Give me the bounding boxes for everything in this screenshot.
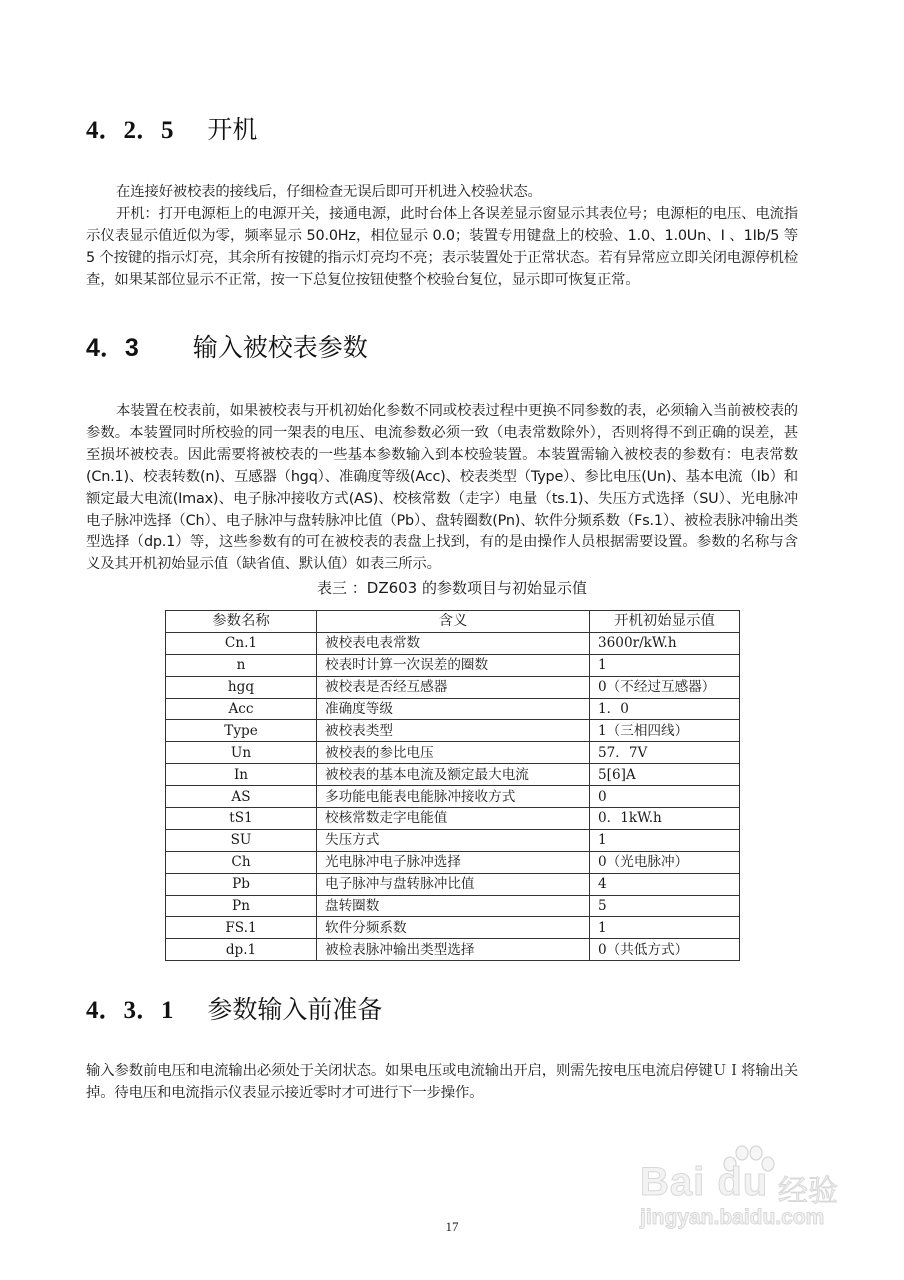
param-name: Ch	[166, 851, 317, 873]
param-meaning: 多功能电能表电能脉冲接收方式	[317, 786, 590, 808]
param-default: 1	[590, 654, 740, 676]
param-name: FS.1	[166, 917, 317, 939]
watermark-brand-cn: 经验	[778, 1174, 838, 1209]
param-meaning: 光电脉冲电子脉冲选择	[317, 851, 590, 873]
heading-title: 参数输入前准备	[207, 995, 383, 1024]
heading-title: 输入被校表参数	[192, 333, 368, 362]
heading-4-3	[86, 328, 368, 364]
param-default: 5	[590, 895, 740, 917]
param-default: 57．7V	[590, 742, 740, 764]
param-default: 4	[590, 873, 740, 895]
table-row	[166, 895, 740, 917]
param-meaning: 失压方式	[317, 829, 590, 851]
param-meaning: 被校表类型	[317, 720, 590, 742]
param-name: Cn.1	[166, 632, 317, 654]
paragraph: 输入参数前电压和电流输出必须处于关闭状态。如果电压或电流输出开启，则需先按电压电流启停键ＵＩ将输出关掉。待电压和电流指示仪表显示接近零时才可进行下一步操作。	[86, 1063, 798, 1101]
param-meaning: 软件分频系数	[317, 917, 590, 939]
table-row	[166, 720, 740, 742]
paragraph: 在连接好被校表的接线后，仔细检查无误后即可开机进入校验状态。	[116, 184, 542, 200]
param-name: SU	[166, 829, 317, 851]
paragraph: 开机：打开电源柜上的电源开关，接通电源，此时台体上各误差显示窗显示其表位号；电源柜的电压、电流指示仪表显示值近似为零，频率显示 50.0Hz，相位显示 0.0；装置专用键盘上的校验、1.0、1.0Un、I 、1Ib/5 等 5 个按键的指示灯亮，其余所有按键的指示灯亮均不亮；表示装置处于正常状态。若有异常应立即关闭电源停机检查，如果某部位显示不正常，按一下总复位按钮使整个校验台复位，显示即可恢复正常。	[86, 205, 798, 288]
param-default: 0	[590, 786, 740, 808]
param-default: 1	[590, 829, 740, 851]
table-caption: 表三 ：DZ603 的参数项目与初始显示值	[317, 579, 587, 597]
watermark-url: jingyan.baidu.com	[640, 1206, 825, 1229]
param-name: tS1	[166, 808, 317, 830]
param-name: Type	[166, 720, 317, 742]
table-row	[166, 808, 740, 830]
table-row	[166, 742, 740, 764]
param-meaning: 被校表的参比电压	[317, 742, 590, 764]
param-default: 0（共低方式）	[590, 939, 740, 961]
table-row	[166, 698, 740, 720]
table-row	[166, 764, 740, 786]
table-row	[166, 632, 740, 654]
param-name: AS	[166, 786, 317, 808]
param-name: Un	[166, 742, 317, 764]
param-default: 3600r/kW.h	[590, 632, 740, 654]
table-row	[166, 829, 740, 851]
heading-title: 开机	[207, 115, 258, 144]
column-header-default: 开机初始显示值	[590, 611, 740, 633]
param-default: 1．0	[590, 698, 740, 720]
section-4-2-5-body	[86, 182, 798, 292]
parameter-table	[165, 610, 740, 961]
heading-4-3-1	[86, 990, 382, 1026]
watermark-brand: Bai du	[640, 1160, 769, 1204]
param-name: Acc	[166, 698, 317, 720]
section-4-3-body	[86, 401, 798, 576]
param-meaning: 校核常数走字电能值	[317, 808, 590, 830]
table-row	[166, 917, 740, 939]
heading-number: 4．2．5	[86, 117, 174, 144]
param-default: 1（三相四线）	[590, 720, 740, 742]
heading-number: 4．3．1	[86, 997, 174, 1024]
page-number: 17	[445, 1219, 459, 1234]
param-name: hgq	[166, 676, 317, 698]
table-row	[166, 939, 740, 961]
param-default: 0（光电脉冲）	[590, 851, 740, 873]
param-name: In	[166, 764, 317, 786]
param-name: Pn	[166, 895, 317, 917]
param-meaning: 被检表脉冲输出类型选择	[317, 939, 590, 961]
section-4-3-1-body	[86, 1061, 798, 1105]
param-meaning: 被校表电表常数	[317, 632, 590, 654]
paragraph: 本装置在校表前，如果被校表与开机初始化参数不同或校表过程中更换不同参数的表，必须输入当前被校表的参数。本装置同时所校验的同一架表的电压、电流参数必须一致（电表常数除外），否则将得不到正确的误差，甚至损坏被校表。因此需要将被校表的一些基本参数输入到本校验装置。本装置需输入被校表的参数有：电表常数(Cn.1)、校表转数(n)、互感器（hgq）、准确度等级(Acc)、校表类型（Type）、参比电压(Un)、基本电流（Ib）和额定最大电流(Imax)、电子脉冲接收方式(AS)、校核常数（走字）电量（ts.1)、失压方式选择（SU）、光电脉冲电子脉冲选择（Ch）、电子脉冲与盘转脉冲比值（Pb）、盘转圈数(Pn)、软件分频系数（Fs.1）、被检表脉冲输出类型选择（dp.1）等，这些参数有的可在被校表的表盘上找到，有的是由操作人员根据需要设置。参数的名称与含义及其开机初始显示值（缺省值、默认值）如表三所示。	[86, 403, 798, 573]
param-meaning: 盘转圈数	[317, 895, 590, 917]
heading-4-2-5	[86, 110, 257, 146]
param-meaning: 校表时计算一次误差的圈数	[317, 654, 590, 676]
param-default: 0（不经过互感器）	[590, 676, 740, 698]
table-row	[166, 873, 740, 895]
table-row	[166, 851, 740, 873]
param-default: 1	[590, 917, 740, 939]
column-header-meaning: 含义	[317, 611, 590, 633]
param-meaning: 准确度等级	[317, 698, 590, 720]
table-row	[166, 676, 740, 698]
param-default: 0．1kW.h	[590, 808, 740, 830]
param-name: n	[166, 654, 317, 676]
param-meaning: 电子脉冲与盘转脉冲比值	[317, 873, 590, 895]
table-row	[166, 786, 740, 808]
table-row	[166, 654, 740, 676]
table-header-row	[166, 611, 740, 633]
heading-number: 4．3	[86, 334, 139, 362]
param-meaning: 被校表的基本电流及额定最大电流	[317, 764, 590, 786]
param-default: 5[6]A	[590, 764, 740, 786]
param-name: Pb	[166, 873, 317, 895]
param-name: dp.1	[166, 939, 317, 961]
param-meaning: 被校表是否经互感器	[317, 676, 590, 698]
column-header-name: 参数名称	[166, 611, 317, 633]
